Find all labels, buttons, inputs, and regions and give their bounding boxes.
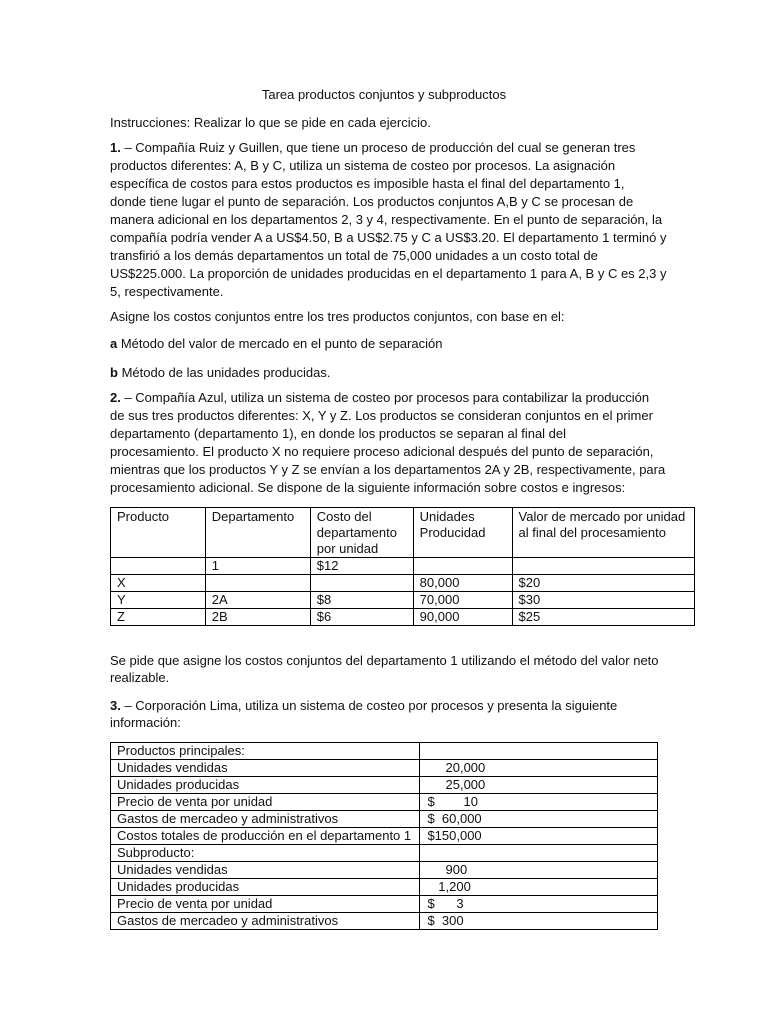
text-line: de sus tres productos diferentes: X, Y y Z. Los productos se consideran conjuntos en el primer [110, 408, 653, 423]
cell: $8 [310, 592, 413, 609]
cell: 2B [205, 609, 310, 626]
exercise-number: 1. [110, 140, 121, 155]
row-value: $ 60,000 [420, 811, 658, 828]
table-row [111, 575, 695, 592]
option-letter: a [110, 336, 118, 351]
exercise-3-table [110, 742, 658, 930]
row-label: Unidades producidas [111, 777, 420, 794]
cell: Y [111, 592, 206, 609]
table-row [111, 558, 695, 575]
row-label: Precio de venta por unidad [111, 896, 420, 913]
row-value: 900 [420, 862, 658, 879]
cell: $12 [310, 558, 413, 575]
text-line: mientras que los productos Y y Z se envían a los departamentos 2A y 2B, respectivamente, para [110, 462, 666, 477]
cell: 70,000 [413, 592, 512, 609]
exercise-1-prompt: Asigne los costos conjuntos entre los tres productos conjuntos, con base en el: [110, 309, 565, 324]
text-line: específica de costos para estos productos es imposible hasta el final del departamento 1, [110, 176, 625, 191]
table-row [111, 760, 658, 777]
document-title: Tarea productos conjuntos y subproductos [261, 87, 507, 102]
row-label: Unidades producidas [111, 879, 420, 896]
exercise-number: 2. [110, 390, 121, 405]
row-label: Gastos de mercadeo y administrativos [111, 913, 420, 930]
table-row [111, 794, 658, 811]
row-value: 25,000 [420, 777, 658, 794]
text-line: – Compañía Ruiz y Guillen, que tiene un proceso de producción del cual se generan tres [120, 140, 636, 155]
text-line: información: [110, 715, 181, 730]
row-label: Productos principales: [111, 743, 420, 760]
cell [205, 575, 310, 592]
option-text: Método del valor de mercado en el punto de separación [117, 336, 443, 351]
text-line: transfirió a los demás departamentos un total de 75,000 unidades a un costo total de [110, 248, 598, 263]
row-label: Gastos de mercadeo y administrativos [111, 811, 420, 828]
table-row [111, 845, 658, 862]
row-label: Precio de venta por unidad [111, 794, 420, 811]
text-line: procesamiento. El producto X no requiere proceso adicional después del punto de separación, [110, 444, 654, 459]
table-row [111, 879, 658, 896]
row-value: $150,000 [420, 828, 658, 845]
text-line: procesamiento adicional. Se dispone de la siguiente información sobre costos e ingresos: [110, 480, 626, 495]
text-line: donde tiene lugar el punto de separación. Los productos conjuntos A,B y C se procesan de [110, 194, 634, 209]
cell: 2A [205, 592, 310, 609]
text-line: productos diferentes: A, B y C, utiliza un sistema de costeo por procesos. La asignación [110, 158, 616, 173]
cell [512, 558, 694, 575]
exercise-3-paragraph [110, 697, 617, 731]
cell: $6 [310, 609, 413, 626]
row-value [420, 845, 658, 862]
text-line: 5, respectivamente. [110, 284, 224, 299]
table-row [111, 592, 695, 609]
header-cell: Unidades Producidad [413, 508, 512, 558]
exercise-number: 3. [110, 698, 121, 713]
text-line: – Corporación Lima, utiliza un sistema de costeo por procesos y presenta la siguiente [120, 698, 618, 713]
row-label: Unidades vendidas [111, 862, 420, 879]
table-header-row [111, 508, 695, 558]
table-row [111, 743, 658, 760]
table-row [111, 828, 658, 845]
row-value: 1,200 [420, 879, 658, 896]
cell: X [111, 575, 206, 592]
table-row [111, 913, 658, 930]
text-line: manera adicional en los departamentos 2, 3 y 4, respectivamente. En el punto de separación, la [110, 212, 663, 227]
header-cell: Departamento [205, 508, 310, 558]
text-line: departamento (departamento 1), en donde los productos se separan al final del [110, 426, 567, 441]
instructions: Instrucciones: Realizar lo que se pide en cada ejercicio. [110, 115, 431, 130]
table-row [111, 811, 658, 828]
text-line: US$225.000. La proporción de unidades producidas en el departamento 1 para A, B y C es 2,3 y [110, 266, 667, 281]
table-row [111, 896, 658, 913]
exercise-2-paragraph [110, 389, 665, 497]
cell: 80,000 [413, 575, 512, 592]
table-row [111, 862, 658, 879]
exercise-2-request [110, 652, 659, 686]
row-value: $ 10 [420, 794, 658, 811]
exercise-2-table [110, 507, 695, 626]
cell: $30 [512, 592, 694, 609]
row-value: $ 3 [420, 896, 658, 913]
header-cell: Valor de mercado por unidad al final del procesamiento [512, 508, 694, 558]
text-line: Se pide que asigne los costos conjuntos del departamento 1 utilizando el método del valor neto [110, 653, 659, 668]
header-cell: Costo del departamento por unidad [310, 508, 413, 558]
row-value [420, 743, 658, 760]
cell [310, 575, 413, 592]
cell: $25 [512, 609, 694, 626]
table-row [111, 609, 695, 626]
header-cell: Producto [111, 508, 206, 558]
cell: Z [111, 609, 206, 626]
row-label: Subproducto: [111, 845, 420, 862]
row-label: Costos totales de producción en el departamento 1 [111, 828, 420, 845]
cell: 90,000 [413, 609, 512, 626]
row-value: 20,000 [420, 760, 658, 777]
text-line: realizable. [110, 670, 170, 685]
cell: 1 [205, 558, 310, 575]
exercise-1-paragraph [110, 139, 666, 301]
table-row [111, 777, 658, 794]
row-value: $ 300 [420, 913, 658, 930]
cell: $20 [512, 575, 694, 592]
option-a [110, 335, 442, 353]
option-letter: b [110, 365, 118, 380]
row-label: Unidades vendidas [111, 760, 420, 777]
option-b [110, 364, 330, 382]
option-text: Método de las unidades producidas. [117, 365, 331, 380]
text-line: – Compañía Azul, utiliza un sistema de costeo por procesos para contabilizar la producción [120, 390, 650, 405]
cell [111, 558, 206, 575]
cell [413, 558, 512, 575]
text-line: compañía podría vender A a US$4.50, B a US$2.75 y C a US$3.20. El departamento 1 terminó y [110, 230, 667, 245]
